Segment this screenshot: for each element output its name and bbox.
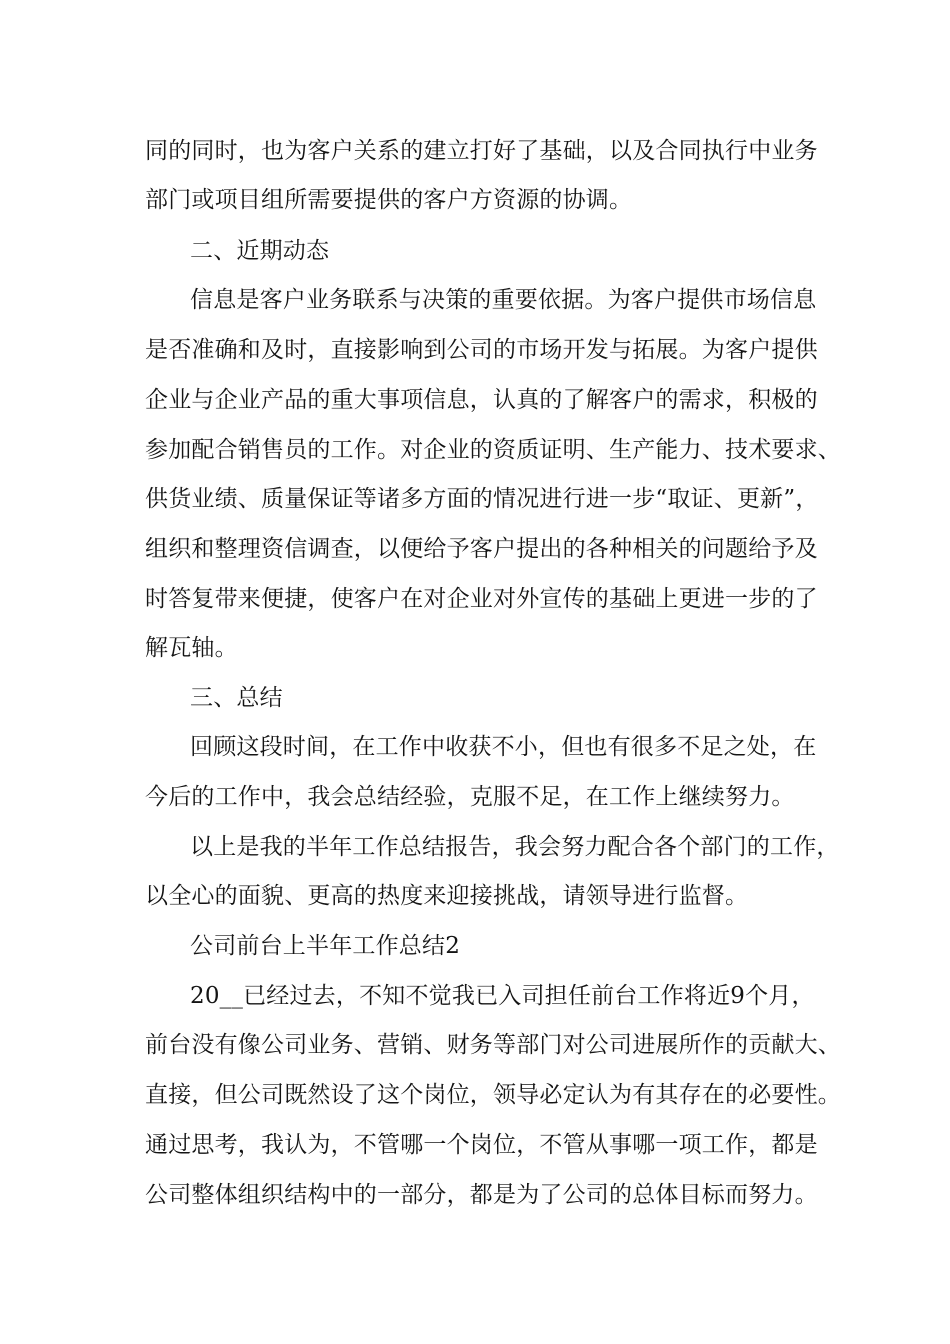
section-heading: 二、近期动态: [190, 238, 330, 264]
paragraph-line: 部门或项目组所需要提供的客户方资源的协调。: [145, 187, 633, 213]
paragraph-line: 信息是客户业务联系与决策的重要依据。为客户提供市场信息: [190, 287, 817, 313]
paragraph-line: 企业与企业产品的重大事项信息，认真的了解客户的需求，积极的: [145, 387, 818, 413]
paragraph-line: 直接，但公司既然设了这个岗位，领导必定认为有其存在的必要性。: [145, 1082, 841, 1108]
paragraph-line: 同的同时，也为客户关系的建立打好了基础，以及合同执行中业务: [145, 138, 818, 164]
paragraph-line: 今后的工作中，我会总结经验，克服不足，在工作上继续努力。: [145, 784, 795, 810]
paragraph-line: 是否准确和及时，直接影响到公司的市场开发与拓展。为客户提供: [145, 337, 818, 363]
paragraph-line: 20__已经过去，不知不觉我已入司担任前台工作将近9个月，: [190, 983, 815, 1009]
paragraph-line: 前台没有像公司业务、营销、财务等部门对公司进展所作的贡献大、: [145, 1032, 841, 1058]
paragraph-line: 以全心的面貌、更高的热度来迎接挑战，请领导进行监督。: [145, 883, 749, 909]
section-heading: 三、总结: [190, 685, 283, 711]
paragraph-line: 回顾这段时间，在工作中收获不小，但也有很多不足之处，在: [190, 734, 817, 760]
paragraph-line: 参加配合销售员的工作。对企业的资质证明、生产能力、技术要求、: [145, 437, 841, 463]
paragraph-line: 以上是我的半年工作总结报告，我会努力配合各个部门的工作，: [190, 834, 840, 860]
paragraph-line: 时答复带来便捷，使客户在对企业对外宣传的基础上更进一步的了: [145, 586, 818, 612]
paragraph-line: 组织和整理资信调查，以便给予客户提出的各种相关的问题给予及: [145, 536, 818, 562]
paragraph-line: 供货业绩、质量保证等诸多方面的情况进行进一步“取证、更新”，: [145, 486, 819, 512]
paragraph-line: 解瓦轴。: [145, 635, 238, 661]
paragraph-line: 通过思考，我认为，不管哪一个岗位，不管从事哪一项工作，都是: [145, 1132, 818, 1158]
document-title: 公司前台上半年工作总结2: [190, 933, 461, 959]
paragraph-line: 公司整体组织结构中的一部分，都是为了公司的总体目标而努力。: [145, 1182, 818, 1208]
